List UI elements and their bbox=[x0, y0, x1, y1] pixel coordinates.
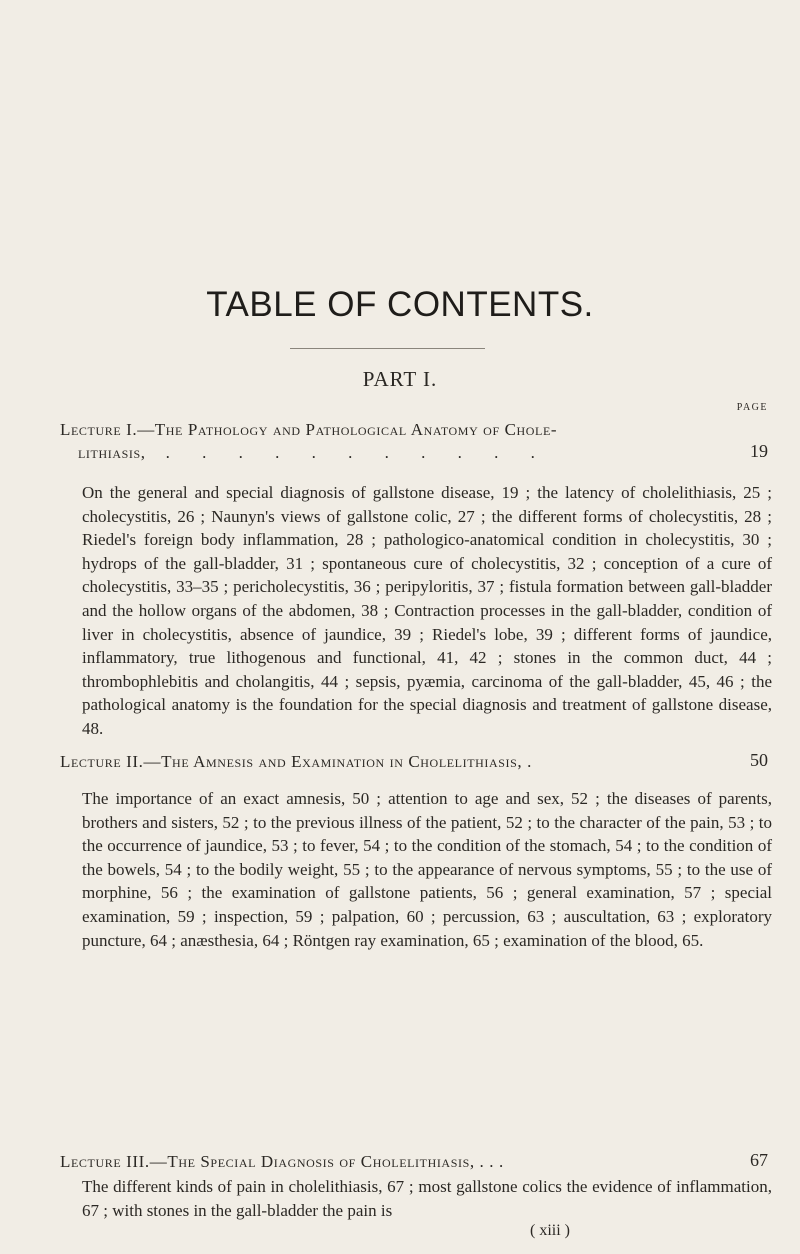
lecture-1-heading-line2: lithiasis, bbox=[78, 443, 146, 462]
page-column-label: PAGE bbox=[736, 402, 768, 413]
lecture-3-heading-line1: Lecture III.—The Special Diagnosis of Cholelithiasis, . . . bbox=[60, 1152, 504, 1171]
lecture-1-heading-line1: Lecture I.—The Pathology and Pathological Anatomy of Chole- bbox=[60, 420, 558, 439]
part-heading: PART I. bbox=[362, 367, 438, 391]
title-rule bbox=[290, 348, 485, 349]
lecture-2-page: 50 bbox=[750, 750, 768, 770]
lecture-3-heading bbox=[60, 1150, 768, 1173]
lecture-3-page: 67 bbox=[750, 1150, 768, 1170]
lecture-1-summary: On the general and special diagnosis of gallstone disease, 19 ; the latency of cholelithiasis, 25 ; cholecystitis, 26 ; Naunyn's views of gallstone colic, 27 ; the different forms of cholecystitis, 28 ; Riedel's foreign body inflammation, 28 ; pathologico-anatomical condition in cholecystitis, 30 ; hydrops of the gall-bladder, 31 ; spontaneous cure of cholecystitis, 32 ; conception of a cure of cholecystitis, 33–35 ; pericholecystitis, 36 ; peripyloritis, 37 ; fistula formation between gall-bladder and the hollow organs of the abdomen, 38 ; Contraction processes in the gall-bladder, condition of liver in cholecystitis, absence of jaundice, 39 ; Riedel's lobe, 39 ; different forms of jaundice, inflammatory, true lithogenous and functional, 41, 42 ; stones in the common duct, 44 ; thrombophlebitis and cholangitis, 44 ; sepsis, pyæmia, carcinoma of the gall-bladder, 45, 46 ; the pathological anatomy is the foundation for the special diagnosis and treatment of gallstone disease, 48. bbox=[82, 483, 772, 738]
lecture-3-summary: The different kinds of pain in cholelithiasis, 67 ; most gallstone colics the evidence of inflammation, 67 ; with stones in the gall-bladder the pain is bbox=[82, 1177, 772, 1220]
lecture-2-summary: The importance of an exact amnesis, 50 ; attention to age and sex, 52 ; the diseases of parents, brothers and sisters, 52 ; to the previous illness of the patient, 52 ; to the character of the pain, 53 ; to the occurrence of jaundice, 53 ; to fever, 54 ; to the condition of the stomach, 54 ; to the condition of the bowels, 54 ; to the bodily weight, 55 ; to the appearance of nervous symptoms, 55 ; to the use of morphine, 56 ; the examination of gallstone patients, 56 ; general examination, 57 ; special examination, 59 ; inspection, 59 ; palpation, 60 ; percussion, 63 ; auscultation, 63 ; exploratory puncture, 64 ; anæsthesia, 64 ; Röntgen ray examination, 65 ; examination of the blood, 65. bbox=[82, 789, 772, 950]
lecture-2-heading-line1: Lecture II.—The Amnesis and Examination in Cholelithiasis, . bbox=[60, 752, 532, 771]
lecture-1-leader: . . . . . . . . . . . bbox=[165, 443, 549, 462]
lecture-1-page: 19 bbox=[750, 441, 768, 461]
page-title: TABLE OF CONTENTS. bbox=[206, 285, 594, 324]
page-folio: ( xiii ) bbox=[530, 1222, 570, 1239]
lecture-1-heading bbox=[60, 418, 768, 464]
lecture-2-heading bbox=[60, 750, 768, 773]
